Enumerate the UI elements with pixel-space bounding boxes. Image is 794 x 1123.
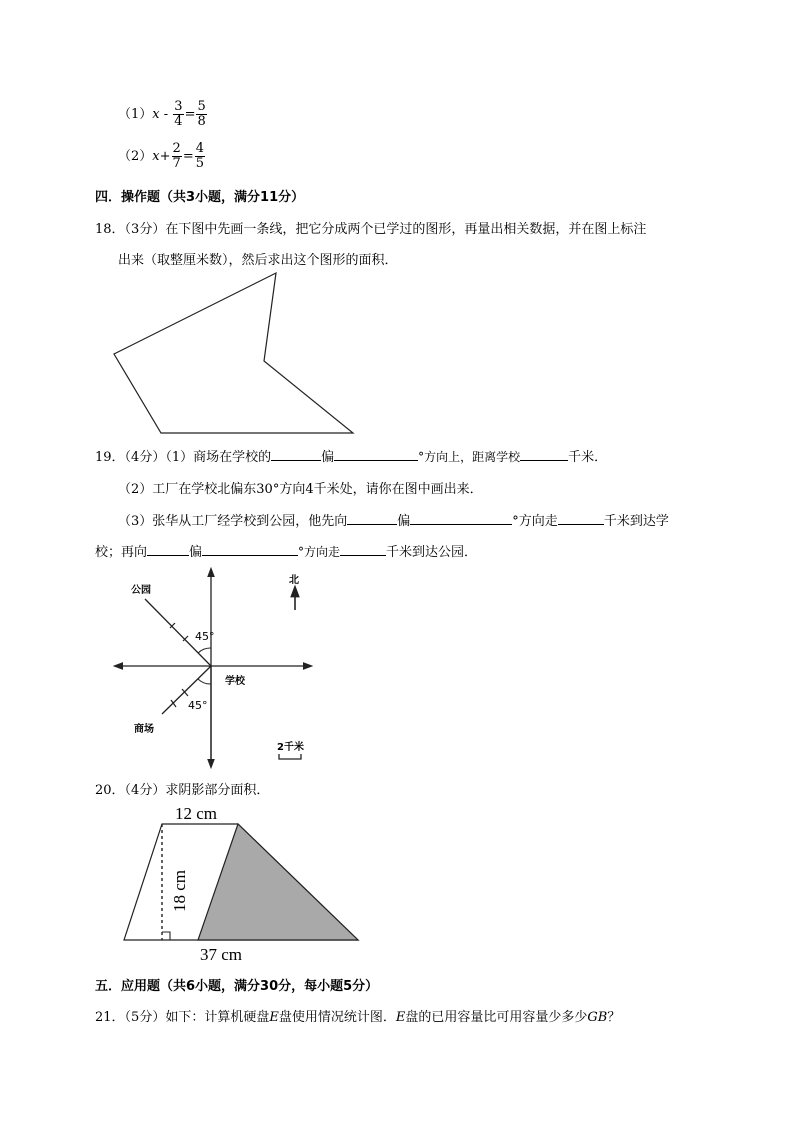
q21-text xyxy=(95,1006,620,1025)
q19-blank-angle[interactable] xyxy=(334,448,418,461)
q19-line-1-prefix: 19．（4分）（1）商场在学校的 xyxy=(95,450,272,465)
q21-part-c: 盘的已用容量比可用容量少多少 xyxy=(405,1010,588,1025)
q18-polygon-figure xyxy=(105,268,365,438)
q19-line-4-prefix: 校；再向 xyxy=(95,545,148,560)
q19-blank-3-distance[interactable] xyxy=(558,512,604,525)
scale-bar xyxy=(279,754,301,759)
q18-polygon xyxy=(114,273,353,433)
fraction-numerator: 5 xyxy=(197,99,206,114)
equation-1-fraction-b xyxy=(196,100,206,129)
section-5-heading: 五．应用题（共6小题，满分30分，每小题5分） xyxy=(95,979,379,994)
fraction-numerator: 3 xyxy=(174,99,183,114)
q19-line-1 xyxy=(95,446,607,465)
q19-blank-3-angle[interactable] xyxy=(410,512,512,525)
equation-2-operator: + xyxy=(159,149,171,164)
q19-blank-distance[interactable] xyxy=(520,448,568,461)
equation-1-equals: = xyxy=(184,107,196,122)
q19-line-3-prefix: （3）张华从工厂经学校到公园，他先向 xyxy=(118,514,348,529)
equation-1-fraction-a xyxy=(173,100,183,129)
q19-line-3 xyxy=(118,510,669,529)
q19-line-4-direction-text: °方向走 xyxy=(298,545,341,559)
q19-blank-4-angle[interactable] xyxy=(202,543,298,556)
fraction-denominator: 4 xyxy=(174,114,183,129)
q19-line-3-pian: 偏 xyxy=(397,514,411,529)
equation-2-fraction-a xyxy=(172,142,182,171)
equation-2 xyxy=(118,142,206,171)
equation-2-variable: x xyxy=(152,149,160,164)
equation-1 xyxy=(118,100,208,129)
q21-part-d: ？ xyxy=(607,1010,621,1025)
mall-label: 商场 xyxy=(134,724,154,735)
q19-direction-diagram xyxy=(112,566,318,770)
q19-line-3-direction-text: °方向走 xyxy=(512,514,558,529)
equation-2-label: （2） xyxy=(118,149,153,164)
q21-part-a: 21．（5分）如下：计算机硬盘 xyxy=(95,1010,270,1025)
equation-2-fraction-b xyxy=(195,142,205,171)
q21-e-1: E xyxy=(269,1010,279,1025)
fraction-denominator: 7 xyxy=(172,156,181,171)
q19-line-3-suffix: 千米到达学 xyxy=(603,514,669,529)
scale-label: 2千米 xyxy=(277,742,304,753)
section-4-heading: 四．操作题（共3小题，满分11分） xyxy=(95,190,305,205)
q19-blank-direction[interactable] xyxy=(271,448,321,461)
angle-arc-mall xyxy=(198,679,211,684)
q21-gb: GB xyxy=(587,1010,608,1025)
fraction-denominator: 5 xyxy=(195,156,204,171)
angle-arc-park xyxy=(198,648,211,653)
q19-line-1-suffix: 千米． xyxy=(568,450,608,465)
q19-blank-4-distance[interactable] xyxy=(340,543,386,556)
angle-label-mall: 45° xyxy=(188,699,208,712)
q19-blank-4-direction[interactable] xyxy=(147,543,189,556)
fraction-numerator: 4 xyxy=(195,141,204,156)
q20-trapezoid-figure xyxy=(118,800,362,968)
equation-1-operator: - xyxy=(159,107,173,122)
equation-2-equals: = xyxy=(182,149,194,164)
q18-line-1: 18．（3分）在下图中先画一条线，把它分成两个已学过的图形，再量出相关数据，并在图上标注 xyxy=(95,222,647,237)
q19-line-4 xyxy=(95,541,477,560)
bottom-length-label: 37 cm xyxy=(200,945,243,964)
fraction-numerator: 2 xyxy=(172,141,181,156)
angle-label-park: 45° xyxy=(195,630,215,643)
school-label: 学校 xyxy=(225,676,245,687)
q19-blank-3-direction[interactable] xyxy=(347,512,397,525)
q19-line-2: （2）工厂在学校北偏东30°方向4千米处，请你在图中画出来． xyxy=(118,482,483,497)
park-label: 公园 xyxy=(131,585,151,596)
q18-line-2: 出来（取整厘米数），然后求出这个图形的面积． xyxy=(118,253,398,268)
q21-part-b: 盘使用情况统计图． xyxy=(278,1010,396,1025)
equation-1-label: （1） xyxy=(118,107,153,122)
q19-line-1-pian: 偏 xyxy=(321,450,335,465)
fraction-denominator: 8 xyxy=(197,114,206,129)
height-label: 18 cm xyxy=(170,869,189,912)
q20-text: 20．（4分）求阴影部分面积． xyxy=(95,783,270,798)
top-length-label: 12 cm xyxy=(175,804,218,823)
equation-1-variable: x xyxy=(152,107,160,122)
q21-e-2: E xyxy=(395,1010,406,1025)
north-label: 北 xyxy=(289,575,299,586)
q19-line-1-direction-text: °方向上，距离学校 xyxy=(418,450,521,464)
q19-line-4-pian: 偏 xyxy=(189,545,203,560)
q19-line-4-suffix: 千米到达公园． xyxy=(386,545,478,560)
